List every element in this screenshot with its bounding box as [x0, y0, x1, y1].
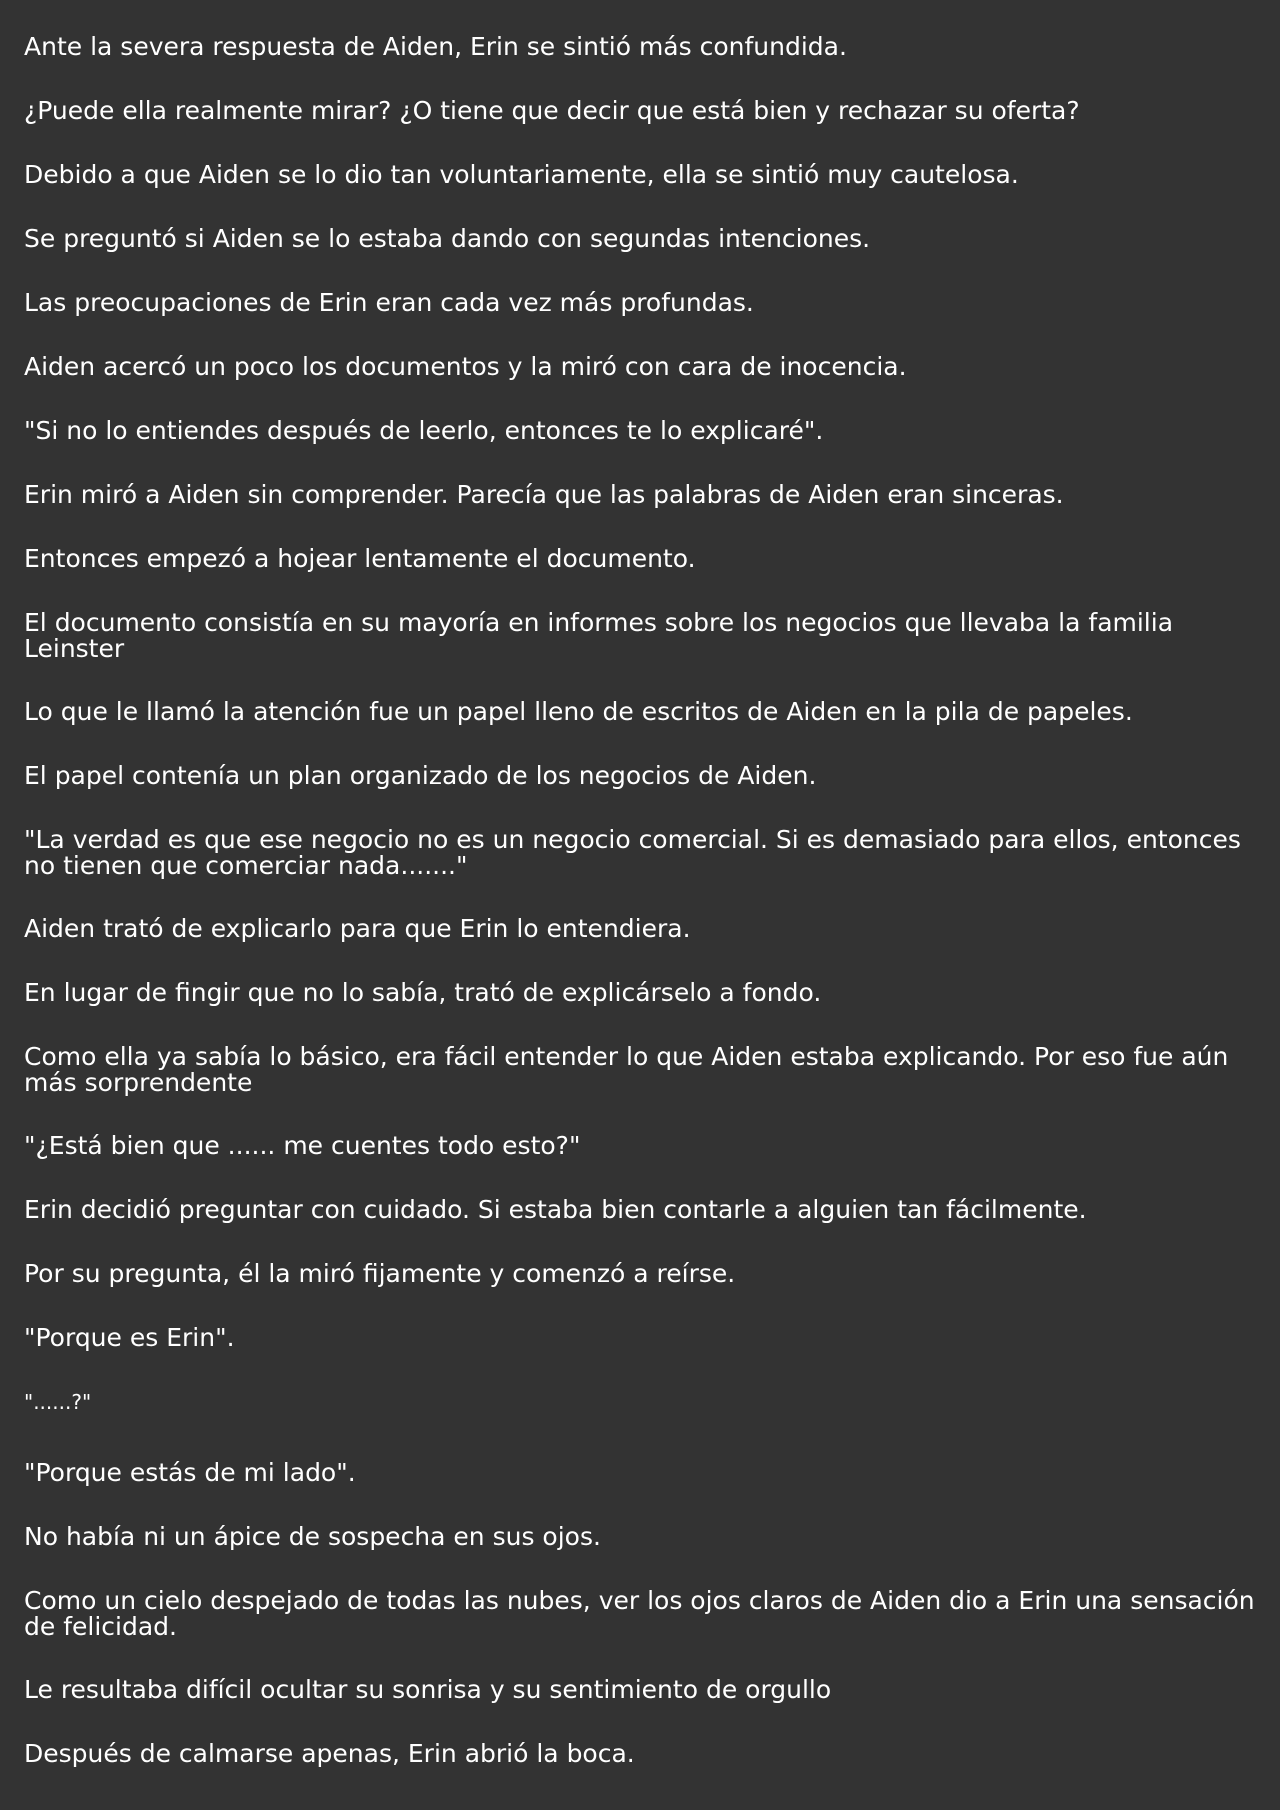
paragraph: "La verdad es que ese negocio no es un negocio comercial. Si es demasiado para ellos, entonces no tienen que comerciar nada......." [24, 825, 1241, 880]
paragraph: El documento consistía en su mayoría en informes sobre los negocios que llevaba la familia Leinster [24, 608, 1174, 663]
paragraph: Como un cielo despejado de todas las nubes, ver los ojos claros de Aiden dio a Erin una sensación de felicidad. [24, 1586, 1255, 1641]
paragraph: ¿Puede ella realmente mirar? ¿O tiene que decir que está bien y rechazar su oferta? [24, 96, 1080, 125]
paragraph: Lo que le llamó la atención fue un papel lleno de escritos de Aiden en la pila de papeles. [24, 697, 1133, 726]
paragraph: El papel contenía un plan organizado de los negocios de Aiden. [24, 761, 817, 790]
paragraph: Debido a que Aiden se lo dio tan voluntariamente, ella se sintió muy cautelosa. [24, 160, 1019, 189]
paragraph: "Porque es Erin". [24, 1323, 235, 1352]
paragraph: "......?" [24, 1390, 92, 1414]
paragraph: Erin miró a Aiden sin comprender. Parecía que las palabras de Aiden eran sinceras. [24, 480, 1064, 509]
paragraph: Aiden trató de explicarlo para que Erin lo entendiera. [24, 914, 691, 943]
paragraph: Ante la severa respuesta de Aiden, Erin se sintió más confundida. [24, 32, 847, 61]
paragraph: Después de calmarse apenas, Erin abrió la boca. [24, 1739, 635, 1768]
paragraph: "Porque estás de mi lado". [24, 1458, 356, 1487]
paragraph: Le resultaba difícil ocultar su sonrisa y su sentimiento de orgullo [24, 1675, 832, 1704]
paragraph: Entonces empezó a hojear lentamente el documento. [24, 544, 696, 573]
paragraph: Erin decidió preguntar con cuidado. Si estaba bien contarle a alguien tan fácilmente. [24, 1195, 1087, 1224]
paragraph: Como ella ya sabía lo básico, era fácil entender lo que Aiden estaba explicando. Por eso fue aún más sorprendente [24, 1042, 1229, 1097]
paragraph: No había ni un ápice de sospecha en sus ojos. [24, 1522, 601, 1551]
paragraph: "Si no lo entiendes después de leerlo, entonces te lo explicaré". [24, 416, 824, 445]
paragraph: Aiden acercó un poco los documentos y la miró con cara de inocencia. [24, 352, 907, 381]
paragraph: En lugar de fingir que no lo sabía, trató de explicárselo a fondo. [24, 978, 822, 1007]
chapter-text [24, 34, 1256, 1805]
paragraph: Las preocupaciones de Erin eran cada vez más profundas. [24, 288, 754, 317]
paragraph: Se preguntó si Aiden se lo estaba dando con segundas intenciones. [24, 224, 871, 253]
paragraph: Por su pregunta, él la miró fijamente y comenzó a reírse. [24, 1259, 736, 1288]
paragraph: "¿Está bien que ...... me cuentes todo esto?" [24, 1131, 581, 1160]
